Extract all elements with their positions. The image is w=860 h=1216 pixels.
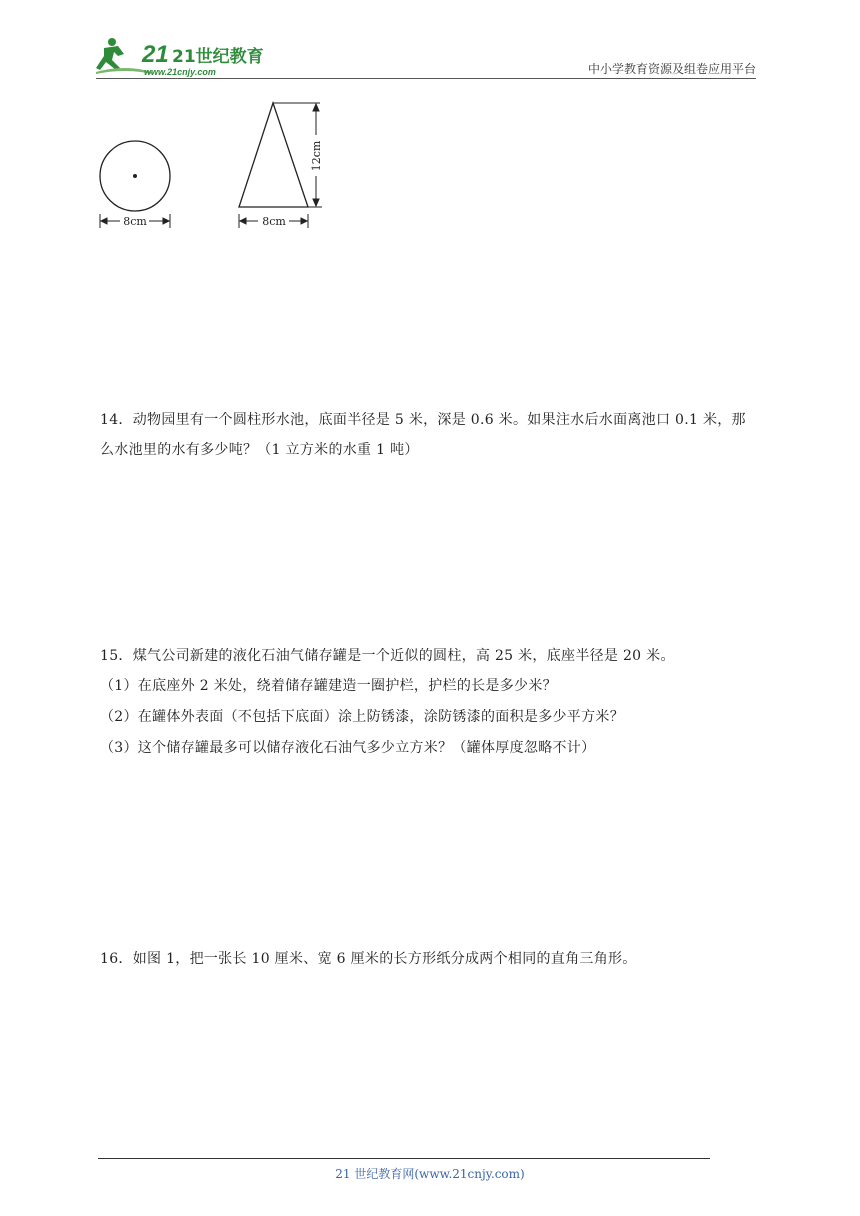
question-15-part-2: （2）在罐体外表面（不包括下底面）涂上防锈漆，涂防锈漆的面积是多少平方米？ (100, 709, 625, 725)
circle-width-label: 8cm (123, 215, 147, 228)
question-15 (100, 641, 770, 764)
svg-text:www.21cnjy.com: www.21cnjy.com (144, 67, 216, 77)
question-14-line-2: 么水池里的水有多少吨？（1 立方米的水重 1 吨） (100, 442, 419, 458)
question-16-stem: 16．如图 1，把一张长 10 厘米、宽 6 厘米的长方形纸分成两个相同的直角三角形。 (100, 951, 637, 967)
cone-base-label: 8cm (262, 215, 286, 228)
question-14 (100, 405, 770, 465)
footer-link[interactable]: 21 世纪教育网(www.21cnjy.com) (335, 1167, 525, 1181)
site-logo (94, 34, 264, 80)
question-15-part-1: （1）在底座外 2 米处，绕着储存罐建造一圈护栏，护栏的长是多少米？ (100, 678, 557, 694)
cone-height-label: 12cm (310, 140, 323, 172)
footer-divider (98, 1158, 710, 1159)
question-15-part-3: （3）这个储存罐最多可以储存液化石油气多少立方米？（罐体厚度忽略不计） (100, 740, 596, 756)
svg-text:21世纪教育: 21世纪教育 (172, 47, 264, 67)
cone-shape (239, 103, 308, 207)
question-14-line-1: 14．动物园里有一个圆柱形水池，底面半径是 5 米，深是 0.6 米。如果注水后水面离池口 0.1 米，那 (100, 412, 746, 428)
platform-name: 中小学教育资源及组卷应用平台 (587, 62, 756, 76)
header-divider (96, 78, 756, 79)
svg-text:21: 21 (142, 41, 169, 68)
figure-circle-cone (96, 100, 336, 239)
question-15-stem: 15．煤气公司新建的液化石油气储存罐是一个近似的圆柱，高 25 米，底座半径是 20 米。 (100, 648, 675, 664)
circle-center (133, 174, 137, 178)
question-16 (100, 944, 770, 974)
